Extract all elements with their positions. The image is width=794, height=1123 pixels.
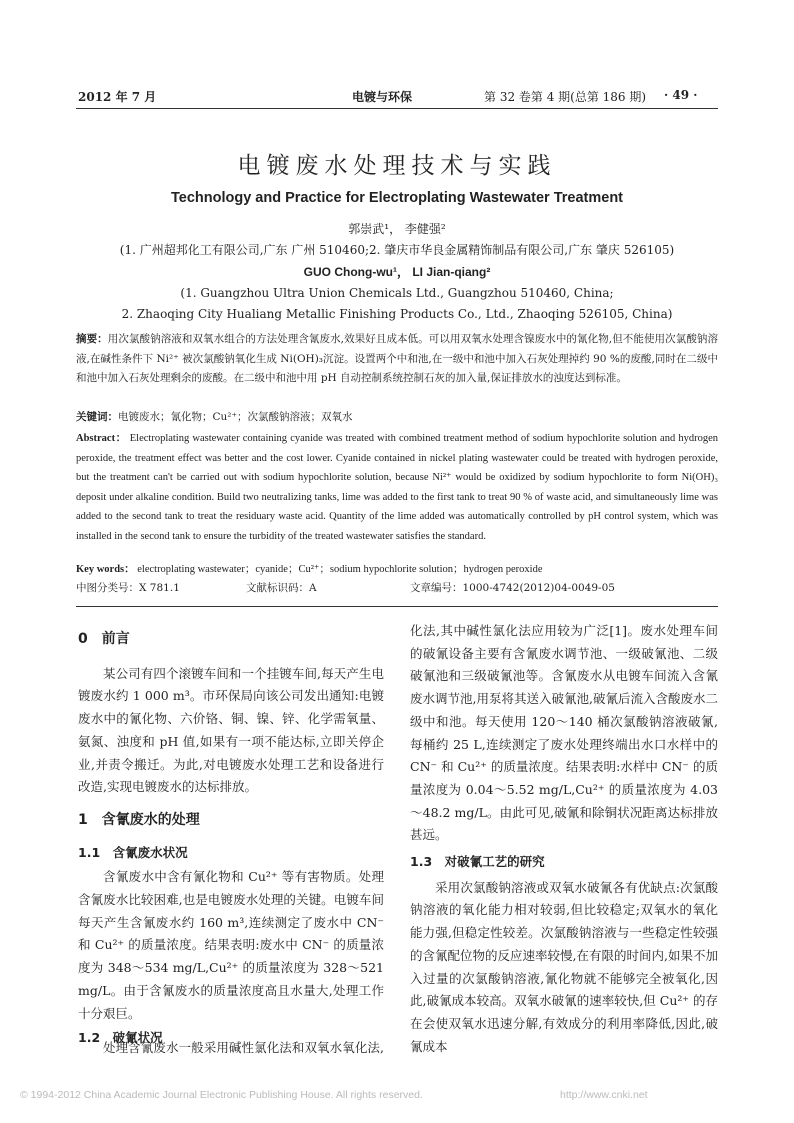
- section-1-1-paragraph: 含氰废水中含有氰化物和 Cu²⁺ 等有害物质。处理含氰废水比较困难,也是电镀废水处理的关键。电镀车间每天产生含氰废水约 160 m³,连续测定了废水中 CN⁻ 和 Cu²⁺ 的质量浓度。结果表明:废水中 CN⁻ 的质量浓度为 348～534 mg/L,Cu²⁺ 的质量浓度为 328～521 mg/L。由于含氰废水的质量浓度高且水量大,处理工作十分艰巨。: [78, 869, 384, 1021]
- abstract-bottom-rule: [76, 606, 718, 607]
- keywords-en-block: [76, 560, 718, 580]
- affiliation-en-1: (1. Guangzhou Ultra Union Chemicals Ltd., Guangzhou 510460, China;: [180, 286, 614, 300]
- abstract-cn-block: [76, 330, 718, 389]
- affiliation-cn: (1. 广州超邦化工有限公司,广东 广州 510460;2. 肇庆市华良金属精饰制品有限公司,广东 肇庆 526105): [119, 243, 675, 257]
- clc-number: 中图分类号：X 781.1: [76, 582, 180, 594]
- abstract-en-block: [76, 429, 718, 546]
- section-1-3-heading: 1.3 对破氰工艺的研究: [410, 854, 545, 870]
- affiliation-en-2: 2. Zhaoqing City Hualiang Metallic Finishing Products Co., Ltd., Zhaoqing 526105, China): [121, 307, 673, 321]
- header-issue: 第 32 卷第 4 期(总第 186 期): [484, 90, 647, 104]
- header-page-number: · 49 ·: [664, 88, 698, 102]
- classification-line: [76, 579, 718, 599]
- section-1-2-continuation: 化法,其中碱性氯化法应用较为广泛[1]。废水处理车间的破氰设备主要有含氰废水调节池、一级破氰池、二级破氰池和三级破氰池等。含氰废水从电镀车间流入含氰废水调节池,用泵将其送入破氰池,破氰后流入含酸废水二级中和池。每天使用 120～140 桶次氯酸钠溶液破氰,每桶约 25 L,连续测定了废水处理终端出水口水样中的 CN⁻ 和 Cu²⁺ 的质量浓度。结果表明:水样中 CN⁻ 的质量浓度为 0.04～5.52 mg/L,Cu²⁺ 的质量浓度为 4.03～48.2 mg/L。由此可见,破氰和除铜状况距离达标排放甚远。: [410, 623, 718, 843]
- section-1-2-paragraph-start: [78, 1037, 384, 1061]
- keywords-en-text: electroplating wastewater；cyanide；Cu²⁺；sodium hypochlorite solution；hydrogen peroxide: [137, 564, 543, 575]
- keywords-en-label: Key words：: [76, 564, 135, 575]
- section-1-3-paragraph: 采用次氯酸钠溶液或双氧水破氰各有优缺点:次氯酸钠溶液的氧化能力相对较弱,但比较稳定;双氧水的氧化能力强,但稳定性较差。次氯酸钠溶液与一些稳定性较强的含氰配位物的反应速率较慢,在有限的时间内,如果不加入过量的次氯酸钠溶液,氰化物就不能够完全被氧化,因此,破氰成本较高。双氧水破氰的速率较快,但 Cu²⁺ 的存在会使双氧水迅速分解,有效成分的利用率降低,因此,破氰成本: [410, 879, 718, 1054]
- keywords-cn-text: 电镀废水；氰化物；Cu²⁺；次氯酸钠溶液；双氧水: [118, 411, 353, 423]
- right-column: [410, 620, 718, 1092]
- section-1-2-continuation-wrap: [410, 620, 718, 847]
- section-1-heading: 1 含氰废水的处理: [78, 811, 200, 828]
- authors-cn: 郭崇武¹， 李健强²: [348, 222, 446, 236]
- abstract-en-label: Abstract：: [76, 433, 127, 444]
- section-1-1-heading: 1.1 含氰废水状况: [78, 844, 188, 860]
- paper-title-cn: 电镀废水处理技术与实践: [237, 153, 557, 179]
- left-column: [78, 628, 384, 1050]
- section-0-paragraph: 某公司有四个滚镀车间和一个挂镀车间,每天产生电镀废水约 1 000 m³。市环保局向该公司发出通知:电镀废水中的氰化物、六价铬、铜、镍、锌、化学需氧量、氨氮、浊度和 pH 值,如果有一项不能达标,立即关停企业,并责令搬迁。为此,对电镀废水处理工艺和设备进行改造,实现电镀废水的达标排放。: [78, 665, 384, 795]
- authors-en: GUO Chong-wu¹， LI Jian-qiang²: [303, 265, 491, 279]
- document-code: 文献标识码：A: [246, 582, 317, 594]
- copyright-footer: [20, 1089, 774, 1101]
- abstract-cn-text: 用次氯酸钠溶液和双氧水组合的方法处理含氰废水,效果好且成本低。可以用双氧水处理含镍废水中的氰化物,但不能使用次氯酸钠溶液,在碱性条件下 Ni²⁺ 被次氯酸钠氧化生成 Ni(OH)₃沉淀。设置两个中和池,在一级中和池中加入石灰处理掉约 90 %的废酸,同时在二级中和池中加入石灰处理剩余的废酸。在二级中和池中用 pH 自动控制系统控制石灰的加入量,保证排放水的浊度达到标准。: [76, 333, 718, 384]
- article-number: 文章编号：1000-4742(2012)04-0049-05: [410, 582, 615, 594]
- header-journal: 电镀与环保: [352, 90, 413, 104]
- section-1-2-paragraph: 处理含氰废水一般采用碱性氯化法和双氧水氧化法,: [103, 1040, 384, 1055]
- section-0-heading: 0 前言: [78, 631, 130, 647]
- copyright-text: © 1994-2012 China Academic Journal Electronic Publishing House. All rights reserved.: [20, 1089, 423, 1101]
- paper-title-en: Technology and Practice for Electroplating Wastewater Treatment: [170, 190, 624, 206]
- header-date: 2012 年 7 月: [78, 90, 157, 104]
- abstract-cn-label: 摘要：: [76, 333, 108, 345]
- cnki-link[interactable]: http://www.cnki.net: [560, 1089, 648, 1101]
- keywords-cn-block: [76, 408, 718, 428]
- section-1-2-heading: 1.2 破氰状况: [78, 1030, 163, 1046]
- abstract-en-text: Electroplating wastewater containing cyanide was treated with combined treatment method of sodium hypochlorite solution and hydrogen peroxide, the treatment effect was better and the cost lower. Cyanide contained in nickel plating wastewater could be treated with hydrogen peroxide, but the treatment can't be carried out with sodium hypochlorite solution, because Ni²⁺ would be oxidized by sodium hypochlorite to form Ni(OH)₃ deposit under alkaline condition. Build two neutralizing tanks, lime was added to the first tank to treat 90 % of waste acid, and simultaneously lime was added to the second tank to treat the residuary waste acid. Quantity of the lime added was automatically controlled by pH control system, which was installed in the second tank to ensure the turbidity of the treated wastewater satisfies the standard.: [76, 433, 719, 542]
- keywords-cn-label: 关键词：: [76, 411, 118, 423]
- header-rule: [76, 108, 718, 109]
